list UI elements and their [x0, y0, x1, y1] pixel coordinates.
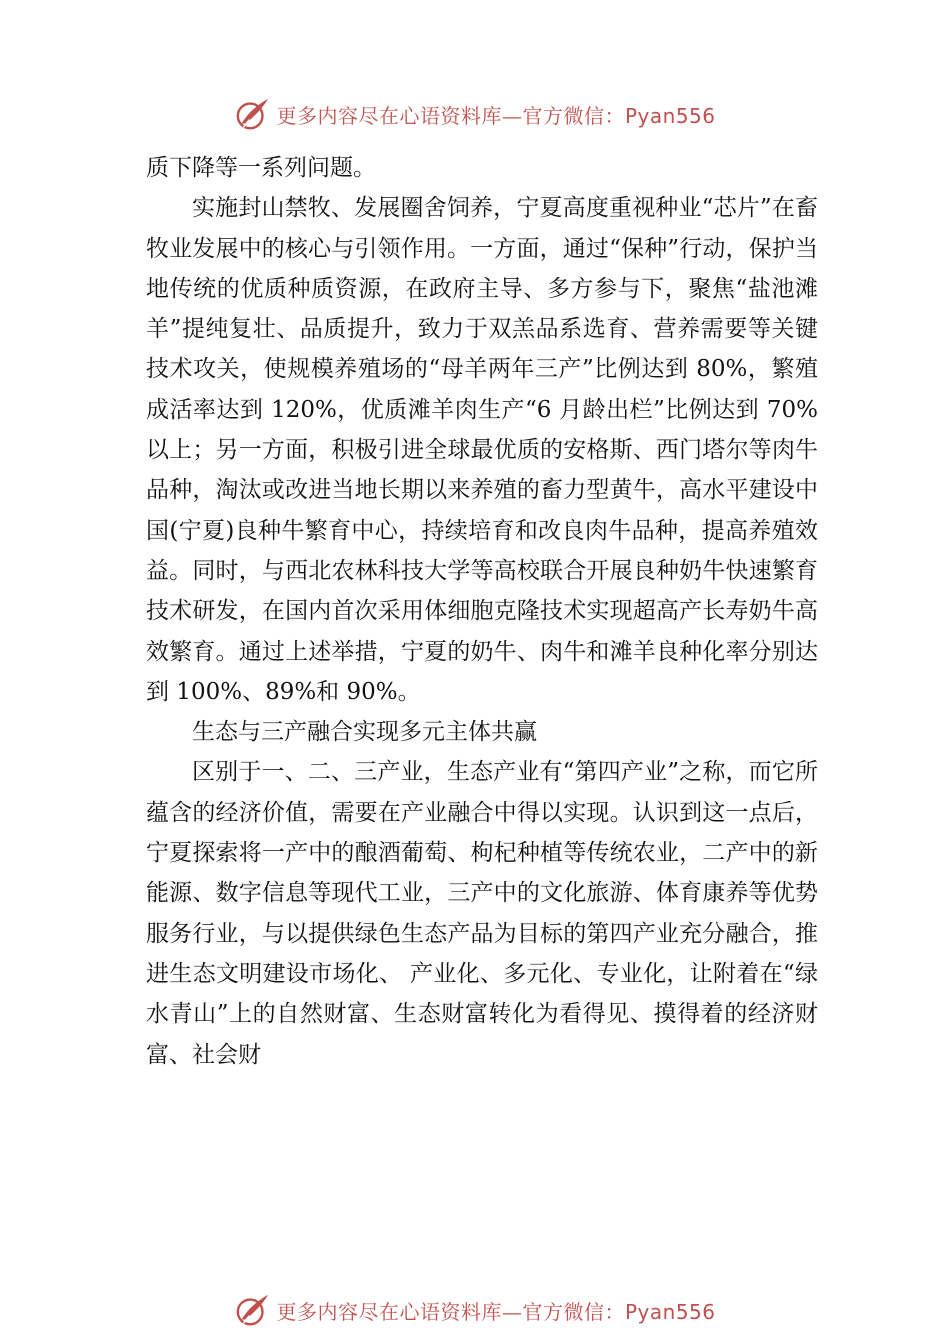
footer-label: 更多内容尽在心语资料库—官方微信： — [276, 1299, 625, 1324]
header-label: 更多内容尽在心语资料库—官方微信： — [276, 103, 625, 128]
quill-logo-icon — [234, 1291, 272, 1329]
footer-handle: Pyan556 — [624, 1299, 716, 1324]
header-text — [276, 100, 715, 129]
section-heading: 生态与三产融合实现多元主体共赢 — [192, 719, 537, 746]
paragraph-breeding: 实施封山禁牧、发展圈舍饲养，宁夏高度重视种业“芯片”在畜牧业发展中的核心与引领作用。一方面，通过“保种”行动，保护当地传统的优质种质资源，在政府主导、多方参与下，聚焦“盐池滩羊”提纯复壮、品质提升，致力于双羔品系选育、营养需要等关键技术攻关，使规模养殖场的“母羊两年三产”比例达到 80%，繁殖成活率达到 120%，优质滩羊肉生产“6 月龄出栏”比例达到 70%以上；另一方面，积极引进全球最优质的安格斯、西门塔尔等肉牛品种，淘汰或改进当地长期以来养殖的畜力型黄牛，高水平建设中国(宁夏)良种牛繁育中心，持续培育和改良肉牛品种，提高养殖效益。同时，与西北农林科技大学等高校联合开展良种奶牛快速繁育技术研发，在国内首次采用体细胞克隆技术实现超高产长寿奶牛高效繁育。通过上述举措，宁夏的奶牛、肉牛和滩羊良种化率分别达到 100%、89%和 90%。 — [146, 195, 818, 705]
paragraph-continuation: 质下降等一系列问题。 — [146, 155, 376, 181]
footer-text — [276, 1296, 715, 1325]
header-banner — [0, 94, 950, 134]
paragraph-industry-integration: 区别于一、二、三产业，生态产业有“第四产业”之称，而它所蕴含的经济价值，需要在产业融合中得以实现。认识到这一点后，宁夏探索将一产中的酿酒葡萄、枸杞种植等传统农业，二产中的新能源、数字信息等现代工业，三产中的文化旅游、体育康养等优势服务行业，与以提供绿色生态产品为目标的第四产业充分融合，推进生态文明建设市场化、 产业化、多元化、专业化，让附着在“绿水青山”上的自然财富、生态财富转化为看得见、摸得着的经济财富、社会财 — [146, 759, 818, 1068]
footer-banner — [0, 1290, 950, 1330]
document-body — [146, 148, 818, 1075]
quill-logo-icon — [234, 95, 272, 133]
header-handle: Pyan556 — [624, 103, 716, 128]
